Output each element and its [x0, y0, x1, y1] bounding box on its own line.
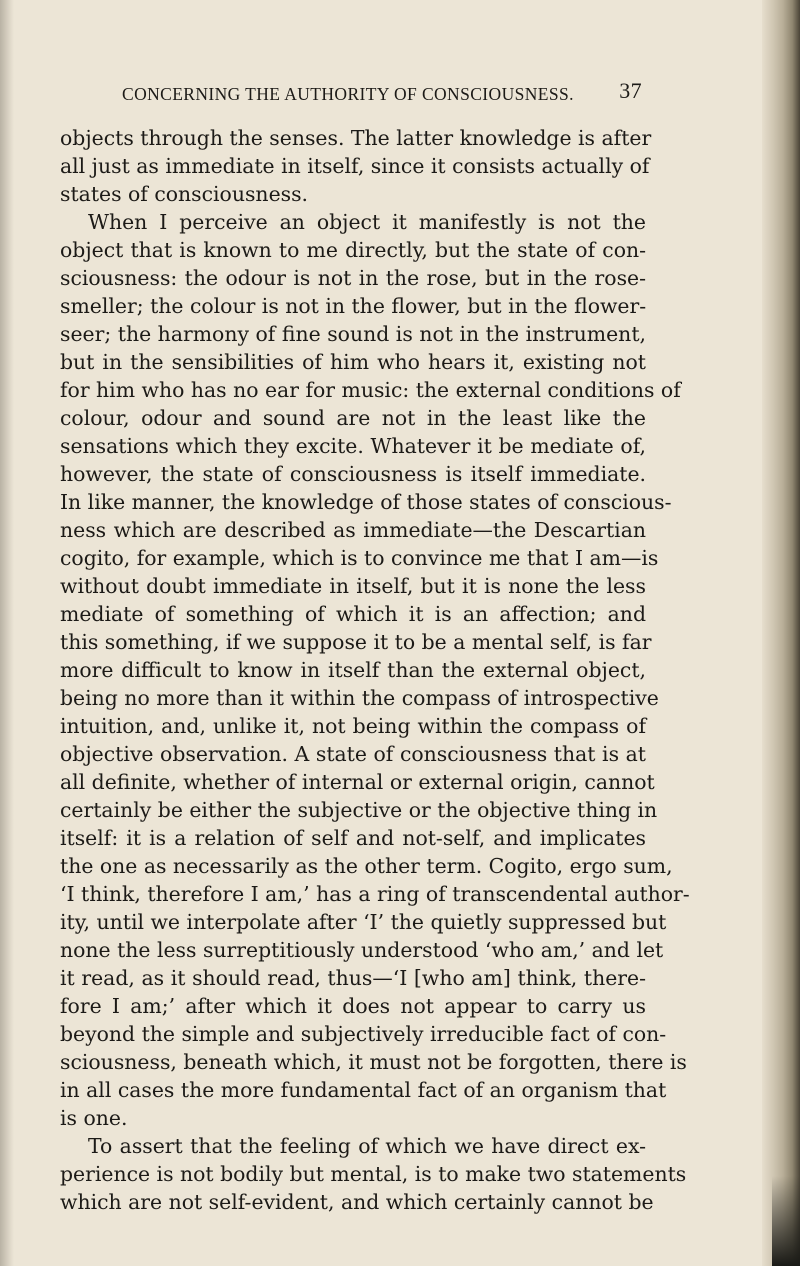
text-line: this something, if we suppose it to be a mental self, is far	[60, 630, 652, 654]
text-line: none the less surreptitiously understood ‘who am,’ and let	[60, 938, 664, 962]
text-line: sciousness, beneath which, it must not be forgotten, there is	[60, 1050, 687, 1074]
text-line: objects through the senses. The latter knowledge is after	[60, 126, 652, 150]
text-line: for him who has no ear for music: the external conditions of	[60, 378, 681, 402]
text-line: perience is not bodily but mental, is to make two statements	[60, 1162, 687, 1186]
running-head-title: CONCERNING THE AUTHORITY OF CONSCIOUSNESS.	[122, 84, 574, 104]
body-text	[60, 124, 690, 1216]
text-line: smeller; the colour is not in the flower, but in the flower-	[60, 294, 647, 318]
text-line: however, the state of consciousness is itself immediate.	[60, 462, 646, 486]
text-line: object that is known to me directly, but the state of con-	[60, 238, 646, 262]
text-line: cogito, for example, which is to convince me that I am—is	[60, 546, 659, 570]
text-line: mediate of something of which it is an affection; and	[60, 602, 646, 626]
text-line: but in the sensibilities of him who hears it, existing not	[60, 350, 646, 374]
text-line: in all cases the more fundamental fact of an organism that	[60, 1078, 667, 1102]
text-line: intuition, and, unlike it, not being within the compass of	[60, 714, 646, 738]
text-line: ness which are described as immediate—the Descartian	[60, 518, 646, 542]
text-line: all just as immediate in itself, since it consists actually of	[60, 154, 650, 178]
text-line: which are not self-evident, and which certainly cannot be	[60, 1190, 654, 1214]
page-right-edge-shadow	[762, 0, 800, 1266]
running-header	[122, 78, 642, 114]
text-line: sciousness: the odour is not in the rose, but in the rose-	[60, 266, 646, 290]
text-line: certainly be either the subjective or the objective thing in	[60, 798, 658, 822]
text-line: colour, odour and sound are not in the least like the	[60, 406, 646, 430]
page-number: 37	[619, 78, 642, 103]
page-left-edge-shadow	[0, 0, 14, 1266]
text-line: is one.	[60, 1106, 128, 1130]
text-line: fore I am;’ after which it does not appear to carry us	[60, 994, 646, 1018]
text-line: In like manner, the knowledge of those states of conscious-	[60, 490, 672, 514]
text-line: ity, until we interpolate after ‘I’ the quietly suppressed but	[60, 910, 667, 934]
text-line: To assert that the feeling of which we have direct ex-	[88, 1134, 646, 1158]
text-line: the one as necessarily as the other term. Cogito, ergo sum,	[60, 854, 673, 878]
text-line: itself: it is a relation of self and not-self, and implicates	[60, 826, 646, 850]
text-line: without doubt immediate in itself, but it is none the less	[60, 574, 646, 598]
text-line: ‘I think, therefore I am,’ has a ring of transcendental author-	[60, 882, 690, 906]
text-line: all definite, whether of internal or external origin, cannot	[60, 770, 655, 794]
text-line: states of consciousness.	[60, 182, 309, 206]
text-line: being no more than it within the compass of introspective	[60, 686, 659, 710]
text-line: When I perceive an object it manifestly is not the	[88, 210, 646, 234]
text-line: objective observation. A state of consciousness that is at	[60, 742, 646, 766]
text-line: seer; the harmony of fine sound is not in the instrument,	[60, 322, 646, 346]
text-line: beyond the simple and subjectively irreducible fact of con-	[60, 1022, 667, 1046]
text-line: it read, as it should read, thus—‘I [who am] think, there-	[60, 966, 646, 990]
text-line: sensations which they excite. Whatever it be mediate of,	[60, 434, 646, 458]
text-line: more difficult to know in itself than the external object,	[60, 658, 646, 682]
